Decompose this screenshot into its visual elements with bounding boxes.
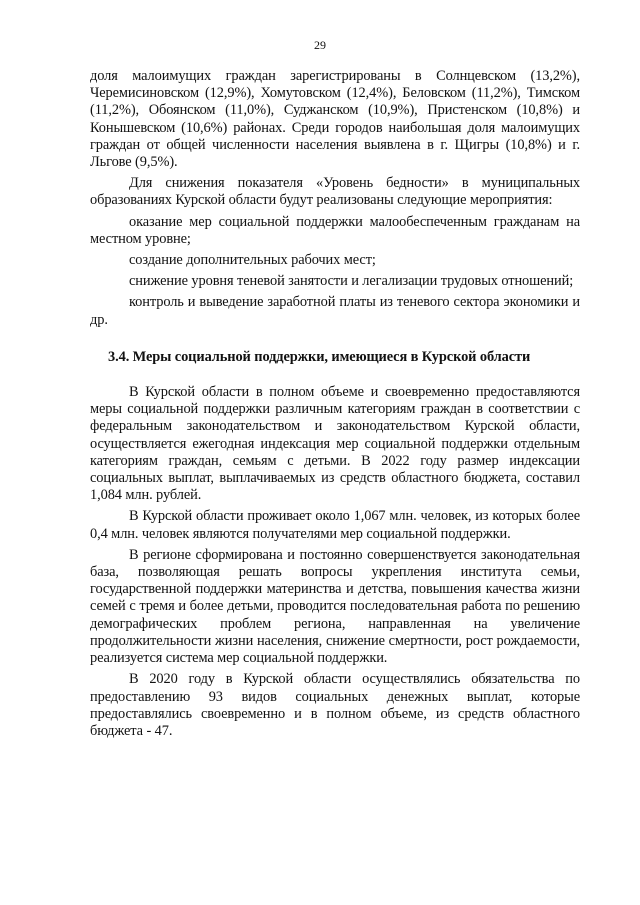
list-item: создание дополнительных рабочих мест; (129, 252, 376, 269)
section-heading: 3.4. Меры социальной поддержки, имеющиеся в Курской области (108, 348, 531, 365)
paragraph-legislation: В регионе сформирована и постоянно совершенствуется законодательная база, позволяющая решать вопросы укрепления института семьи, государственной поддержки материнства и детства, повышения качества жизни семей с тремя и более детьми, проводится последовательная работа по решению демографических проблем региона, направленная на увеличение продолжительности жизни населения, снижение смертности, рост рождаемости, реализуется система мер социальной поддержки. (90, 546, 580, 667)
list-item: снижение уровня теневой занятости и легализации трудовых отношений; (129, 273, 574, 290)
list-item: оказание мер социальной поддержки малообеспеченным гражданам на местном уровне; (90, 213, 580, 247)
paragraph-poverty-measures-intro: Для снижения показателя «Уровень бедности» в муниципальных образованиях Курской области будут реализованы следующие мероприятия: (90, 175, 580, 209)
paragraph-population: В Курской области проживает около 1,067 млн. человек, из которых более 0,4 млн. человек являются получателями мер социальной поддержки. (90, 508, 580, 542)
list-item: контроль и выведение заработной платы из теневого сектора экономики и др. (90, 294, 580, 328)
paragraph-social-support: В Курской области в полном объеме и своевременно предоставляются меры социальной поддержки различным категориям граждан в соответствии с федеральным законодательством и законодательством Курской области, осуществляется ежегодная индексация мер социальной поддержки отдельным категориям граждан, семьям с детьми. В 2022 году размер индексации социальных выплат, выплачиваемых из средств областного бюджета, составил 1,084 млн. рублей. (90, 384, 580, 504)
page-number: 29 (314, 38, 326, 52)
page-content (90, 68, 580, 740)
paragraph-poverty-districts: доля малоимущих граждан зарегистрированы в Солнцевском (13,2%), Черемисиновском (12,9%), Хомутовском (12,4%), Беловском (11,2%), Тимском (11,2%), Обоянском (11,0%), Суджанском (10,9%), Пристенском (10,8%) и Конышевском (10,6%) районах. Среди городов наибольшая доля малоимущих граждан от общей численности населения выявлена в г. Щигры (10,8%) и г. Льгове (9,5%). (90, 68, 580, 171)
paragraph-payments-2020: В 2020 году в Курской области осуществлялись обязательства по предоставлению 93 видов социальных денежных выплат, которые предоставлялись своевременно и в полном объеме, из средств областного бюджета - 47. (90, 671, 580, 739)
